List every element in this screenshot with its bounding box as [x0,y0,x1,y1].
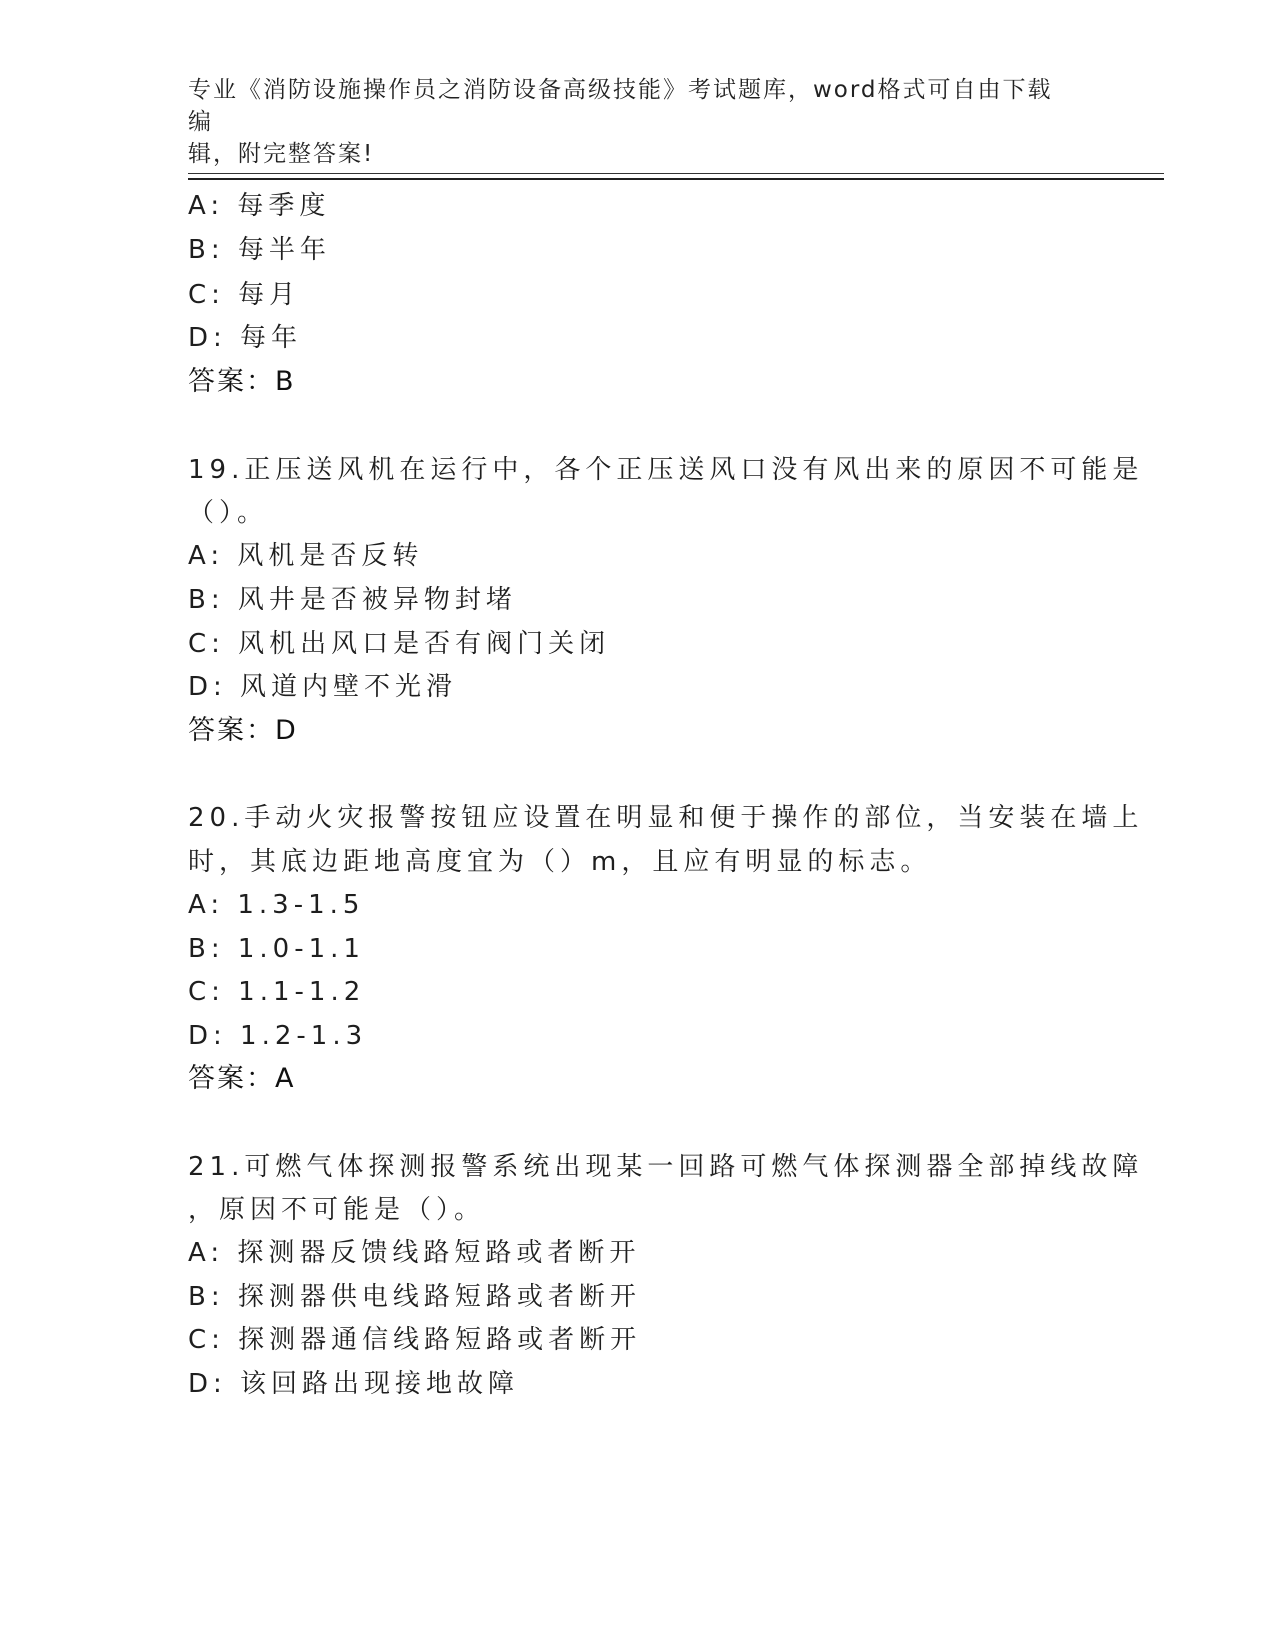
q20-stem-line-2: 时，其底边距地高度宜为（）m，且应有明显的标志。 [188,847,932,877]
q19-stem-line-1: 19.正压送风机在运行中，各个正压送风口没有风出来的原因不可能是 [188,455,1144,485]
q18-option-b: B: 每半年 [188,235,331,265]
q21-stem-line-2: ，原因不可能是（）。 [188,1195,486,1225]
q21-option-a: A: 探测器反馈线路短路或者断开 [188,1238,641,1268]
q20-stem-line-1: 20.手动火灾报警按钮应设置在明显和便于操作的部位，当安装在墙上 [188,803,1144,833]
q20-option-d: D: 1.2-1.3 [188,1021,368,1051]
q19-stem-line-2: （）。 [188,498,269,528]
q18-answer: 答案：B [188,366,296,397]
q19-option-a: A: 风机是否反转 [188,541,424,571]
q20-option-c: C: 1.1-1.2 [188,977,366,1007]
q20-option-a: A: 1.3-1.5 [188,890,365,920]
header-line-1: 专业《消防设施操作员之消防设备高级技能》考试题库，word格式可自由下载编 [188,77,1053,135]
q20-option-b: B: 1.0-1.1 [188,934,365,964]
q18-option-c: C: 每月 [188,280,301,310]
q20-answer: 答案：A [188,1063,296,1094]
q21-stem-line-1: 21.可燃气体探测报警系统出现某一回路可燃气体探测器全部掉线故障 [188,1152,1144,1182]
q19-option-b: B: 风井是否被异物封堵 [188,585,517,615]
header-line-2: 辑，附完整答案! [188,141,375,167]
q21-option-d: D: 该回路出现接地故障 [188,1369,520,1399]
q18-option-d: D: 每年 [188,323,303,353]
q18-option-a: A: 每季度 [188,191,331,221]
q19-answer: 答案：D [188,715,298,746]
header-rule-bottom [188,178,1164,180]
q19-option-c: C: 风机出风口是否有阀门关闭 [188,629,611,659]
header-rule-top [188,173,1164,174]
q21-option-b: B: 探测器供电线路短路或者断开 [188,1282,641,1312]
q19-option-d: D: 风道内壁不光滑 [188,672,458,702]
q21-option-c: C: 探测器通信线路短路或者断开 [188,1325,642,1355]
document-header [188,74,1068,170]
